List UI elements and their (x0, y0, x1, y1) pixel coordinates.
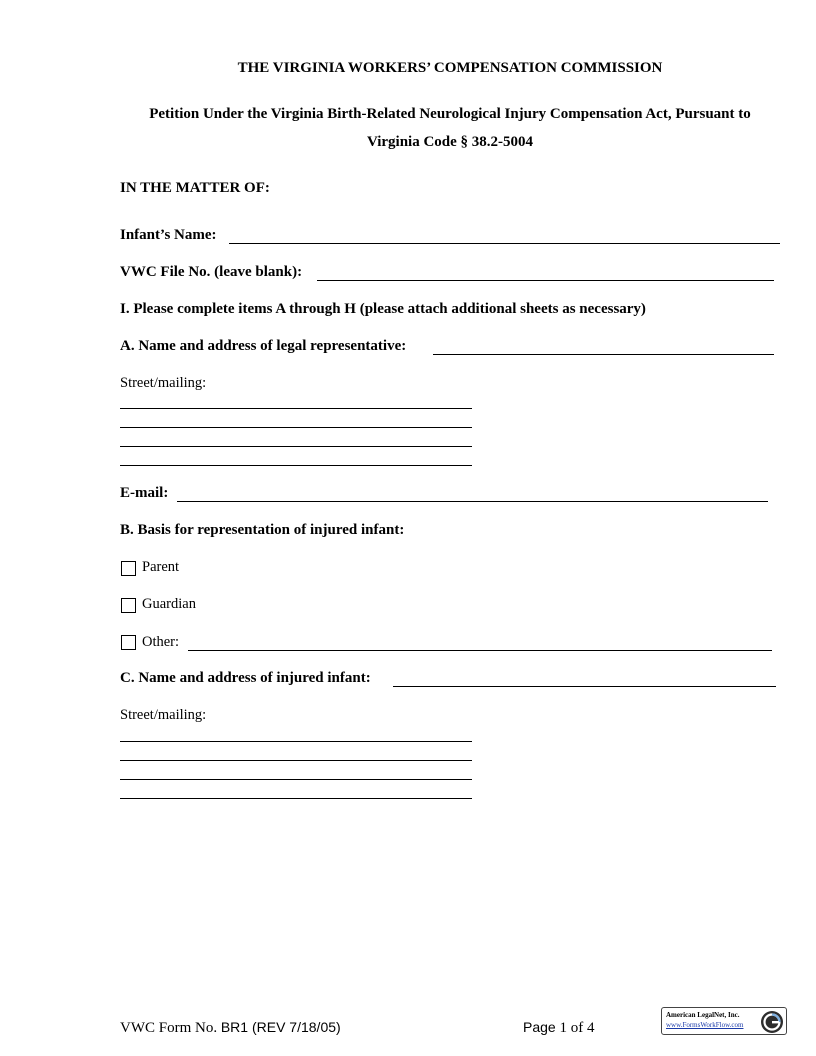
logo-company: American LegalNet, Inc. (666, 1011, 740, 1019)
page-total: 4 (586, 1020, 595, 1036)
guardian-checkbox[interactable] (121, 598, 136, 613)
section-a-label: A. Name and address of legal representative: (120, 338, 407, 354)
street-mailing-label-a: Street/mailing: (120, 375, 207, 391)
address-line-c-4[interactable] (120, 798, 472, 799)
parent-checkbox[interactable] (121, 561, 136, 576)
americanlegalnet-logo[interactable] (661, 1007, 787, 1035)
injured-infant-name-underline (393, 686, 776, 687)
other-option-label: Other: (142, 634, 180, 650)
address-line-c-2[interactable] (120, 760, 472, 761)
address-line-a-1[interactable] (120, 408, 472, 409)
infant-name-label: Infant’s Name: (120, 227, 217, 243)
vwc-file-underline (317, 280, 774, 281)
section-c-label: C. Name and address of injured infant: (120, 670, 371, 686)
logo-url[interactable]: www.FormsWorkFlow.com (666, 1021, 744, 1029)
address-line-a-2[interactable] (120, 427, 472, 428)
address-line-c-1[interactable] (120, 741, 472, 742)
section-i-instruction: I. Please complete items A through H (please attach additional sheets as necessary) (120, 301, 646, 317)
form-number (120, 1019, 341, 1037)
address-line-a-3[interactable] (120, 446, 472, 447)
email-label: E-mail: (120, 485, 169, 501)
page-of: of (570, 1020, 584, 1036)
other-underline (188, 650, 772, 651)
guardian-option-label: Guardian (142, 596, 196, 612)
page-indicator (523, 1019, 594, 1037)
section-b-label: B. Basis for representation of injured infant: (120, 522, 405, 538)
other-checkbox[interactable] (121, 635, 136, 650)
vwc-file-label: VWC File No. (leave blank): (120, 264, 303, 280)
address-line-a-4[interactable] (120, 465, 472, 466)
legal-rep-name-underline (433, 354, 774, 355)
petition-title-line1: Petition Under the Virginia Birth-Related Neurological Injury Compensation Act, Pursuant to (149, 106, 751, 122)
page-label: Page (523, 1019, 556, 1035)
infant-name-underline (229, 243, 780, 244)
street-mailing-label-c: Street/mailing: (120, 707, 207, 723)
page-current: 1 (559, 1020, 567, 1036)
form-number-prefix: VWC Form No. (120, 1020, 218, 1036)
address-line-c-3[interactable] (120, 779, 472, 780)
parent-option-label: Parent (142, 559, 180, 575)
form-number-id: BR1 (REV 7/18/05) (220, 1019, 341, 1035)
petition-title-line2: Virginia Code § 38.2-5004 (366, 134, 534, 150)
matter-heading: IN THE MATTER OF: (120, 180, 270, 196)
globe-icon (760, 1010, 784, 1034)
agency-title: THE VIRGINIA WORKERS’ COMPENSATION COMMISSION (237, 60, 663, 76)
email-underline (177, 501, 768, 502)
